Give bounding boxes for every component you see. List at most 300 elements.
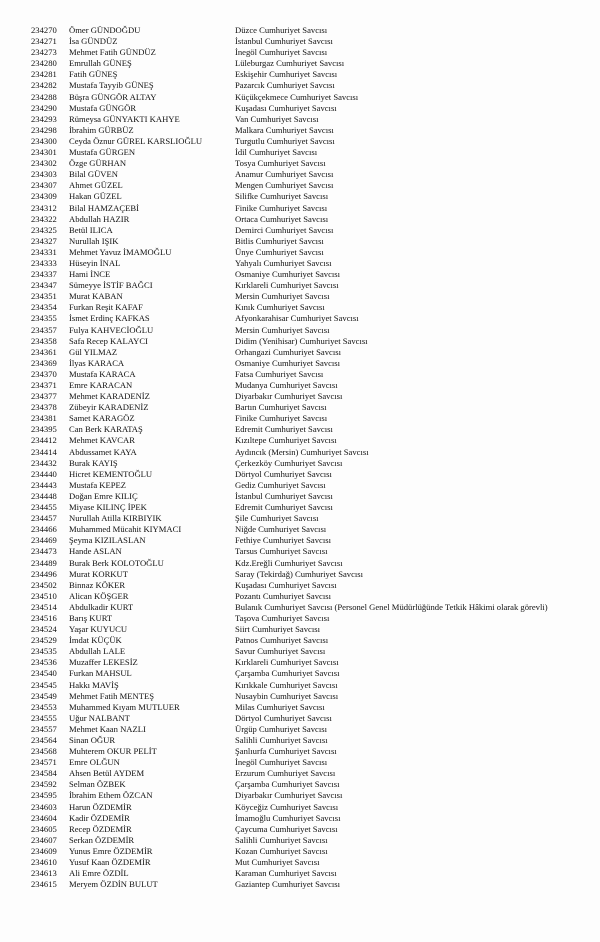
list-row [0,391,600,402]
entry-number: 234514 [31,601,57,612]
person-name: Ahsen Betül AYDEM [69,768,145,779]
person-name: Mustafa GÜNGÖR [69,102,137,113]
person-name: Bilal HAMZAÇEBİ [69,202,139,213]
entry-number: 234549 [31,690,57,701]
assigned-post: Eskişehir Cumhuriyet Savcısı [235,69,338,80]
entry-number: 234300 [31,135,57,146]
entry-number: 234524 [31,624,57,635]
list-row [0,247,600,258]
assigned-post: Van Cumhuriyet Savcısı [235,113,319,124]
person-name: Mehmet Fatih GÜNDÜZ [69,47,156,58]
assigned-post: Silifke Cumhuriyet Savcısı [235,191,329,202]
assigned-post: Kızıltepe Cumhuriyet Savcısı [235,435,337,446]
entry-number: 234613 [31,868,57,879]
person-name: Meryem ÖZDİN BULUT [69,879,158,890]
assigned-post: Edremit Cumhuriyet Savcısı [235,502,333,513]
assigned-post: İmamoğlu Cumhuriyet Savcısı [235,812,341,823]
entry-number: 234333 [31,257,57,268]
assigned-post: Diyarbakır Cumhuriyet Savcısı [235,391,343,402]
person-name: Harun ÖZDEMİR [69,801,132,812]
assigned-post: Küçükçekmece Cumhuriyet Savcısı [235,91,359,102]
assigned-post: Bitlis Cumhuriyet Savcısı [235,235,324,246]
assigned-post: Nusaybin Cumhuriyet Savcısı [235,690,339,701]
assigned-post: Tarsus Cumhuriyet Savcısı [235,546,328,557]
assigned-post: Kdz.Ereğli Cumhuriyet Savcısı [235,557,343,568]
entry-number: 234303 [31,169,57,180]
assigned-post: Çaycuma Cumhuriyet Savcısı [235,823,338,834]
entry-number: 234496 [31,568,57,579]
entry-number: 234555 [31,712,57,723]
list-row [0,191,600,202]
entry-number: 234288 [31,91,57,102]
entry-number: 234412 [31,435,57,446]
entry-number: 234378 [31,402,57,413]
entry-number: 234473 [31,546,57,557]
list-row [0,435,600,446]
assigned-post: Köyceğiz Cumhuriyet Savcısı [235,801,339,812]
entry-number: 234584 [31,768,57,779]
entry-number: 234347 [31,280,57,291]
assigned-post: İnegöl Cumhuriyet Savcısı [235,757,328,768]
entry-number: 234545 [31,679,57,690]
list-row [0,558,600,569]
person-name: Rümeysa GÜNYAKTI KAHYE [69,113,180,124]
entry-number: 234293 [31,113,57,124]
list-row [0,546,600,557]
entry-number: 234358 [31,335,57,346]
list-row [0,813,600,824]
person-name: Sinan OĞUR [69,735,116,745]
assigned-post: Çarşamba Cumhuriyet Savcısı [235,668,340,679]
entry-number: 234371 [31,380,57,390]
list-row [0,591,600,602]
assigned-post: Demirci Cumhuriyet Savcısı [235,224,334,235]
assigned-post: Salihli Cumhuriyet Savcısı [235,735,328,745]
assigned-post: Şile Cumhuriyet Savcısı [235,513,319,524]
entry-number: 234529 [31,635,57,646]
assigned-post: Erzurum Cumhuriyet Savcısı [235,768,336,779]
list-row [0,779,600,790]
person-name: Abdullah LALE [69,646,126,657]
list-row [0,369,600,380]
list-row [0,336,600,347]
assigned-post: Yahyalı Cumhuriyet Savcısı [235,257,332,268]
list-row [0,668,600,679]
person-name: Abdulkadir KURT [69,601,134,612]
assigned-post: Kınık Cumhuriyet Savcısı [235,302,325,313]
person-name: Hakan GÜZEL [69,191,122,202]
person-name: Fulya KAHVECİOĞLU [69,324,154,335]
entry-number: 234357 [31,324,57,335]
person-name: Hüseyin İNAL [69,257,121,268]
list-row [0,480,600,491]
assigned-post: Karaman Cumhuriyet Savcısı [235,868,337,879]
person-name: Ceyda Öznur GÜREL KARSLIOĞLU [69,135,203,146]
person-name: Mehmet KARADENİZ [69,391,150,402]
entry-number: 234270 [31,25,57,35]
assigned-post: Finike Cumhuriyet Savcısı [235,202,328,213]
person-name: Mustafa GÜRGEN [69,147,136,158]
person-name: İlyas KARACA [69,357,125,368]
list-row [0,602,600,613]
entry-number: 234280 [31,58,57,69]
list-row [0,768,600,779]
entry-number: 234557 [31,723,57,734]
assigned-post: Dörtyol Cumhuriyet Savcısı [235,712,332,723]
assigned-post: Afyonkarahisar Cumhuriyet Savcısı [235,313,359,324]
assigned-post: Gaziantep Cumhuriyet Savcısı [235,879,341,890]
entry-number: 234510 [31,590,57,601]
list-row [0,302,600,313]
assigned-post: Niğde Cumhuriyet Savcısı [235,524,327,535]
person-name: Doğan Emre KILIÇ [69,490,138,501]
person-name: Bilal GÜVEN [69,169,118,180]
assigned-post: Aydıncık (Mersin) Cumhuriyet Savcısı [235,446,369,457]
list-row [0,646,600,657]
entry-number: 234354 [31,302,57,313]
list-row [0,258,600,269]
assigned-post: Orhangazi Cumhuriyet Savcısı [235,346,341,357]
entry-number: 234448 [31,490,57,501]
assigned-post: Osmaniye Cumhuriyet Savcısı [235,357,341,368]
list-row [0,702,600,713]
person-name: Recep ÖZDEMİR [69,823,132,834]
list-row [0,879,600,890]
person-name: Uğur NALBANT [69,712,130,723]
entry-number: 234540 [31,668,57,679]
entry-number: 234273 [31,47,57,58]
person-name: Emrullah GÜNEŞ [69,58,132,69]
person-name: Samet KARAGÖZ [69,413,135,424]
list-row [0,535,600,546]
entry-number: 234414 [31,446,57,457]
person-name: Yaşar KUYUCU [69,624,128,635]
list-row [0,657,600,668]
person-name: Mustafa KEPEZ [69,479,127,490]
entry-number: 234281 [31,69,57,80]
assigned-post: Düzce Cumhuriyet Savcısı [235,25,328,35]
assigned-post: Diyarbakır Cumhuriyet Savcısı [235,790,343,801]
entry-number: 234592 [31,779,57,790]
list-row [0,790,600,801]
entry-number: 234516 [31,612,57,623]
assigned-post: Taşova Cumhuriyet Savcısı [235,612,330,623]
person-name: Muhammed Kıyam MUTLUER [69,701,180,712]
person-name: İsa GÜNDÜZ [69,36,118,47]
assigned-post: Turgutlu Cumhuriyet Savcısı [235,135,335,146]
person-name: Furkan Reşit KAFAF [69,302,143,313]
person-name: Mustafa Tayyib GÜNEŞ [69,80,154,91]
entry-number: 234609 [31,845,57,856]
entry-number: 234331 [31,246,57,257]
person-name: Ahmet GÜZEL [69,180,123,191]
person-name: Emre OLĞUN [69,757,120,768]
assigned-post: Milas Cumhuriyet Savcısı [235,701,325,712]
entry-number: 234502 [31,579,57,590]
list-row [0,380,600,391]
list-row [0,513,600,524]
list-row [0,136,600,147]
assigned-post: Saray (Tekirdağ) Cumhuriyet Savcısı [235,568,364,579]
assigned-post: Ünye Cumhuriyet Savcısı [235,246,324,257]
list-row [0,635,600,646]
person-name: Nurullah Atilla KIRBIYIK [69,513,162,524]
person-name: Mehmet Kaan NAZLI [69,723,146,734]
list-row [0,125,600,136]
person-name: Barış KURT [69,612,113,623]
assigned-post: İnegöl Cumhuriyet Savcısı [235,47,328,58]
list-row [0,80,600,91]
assigned-post: Kuşadası Cumhuriyet Savcısı [235,579,337,590]
person-name: Yusuf Kaan ÖZDEMİR [69,857,151,868]
person-name: Ömer GÜNDOĞDU [69,25,141,35]
entry-number: 234309 [31,191,57,202]
assigned-post: Fatsa Cumhuriyet Savcısı [235,368,324,379]
person-name: Can Berk KARATAŞ [69,424,143,435]
entry-number: 234301 [31,147,57,158]
person-name: Hami İNCE [69,269,111,280]
list-row [0,225,600,236]
list-row [0,103,600,114]
entry-number: 234325 [31,224,57,235]
assigned-post: Gediz Cumhuriyet Savcısı [235,479,326,490]
assigned-post: Mersin Cumhuriyet Savcısı [235,291,330,302]
person-name: Mehmet Fatih MENTEŞ [69,690,154,701]
person-name: Abdussamet KAYA [69,446,137,457]
assigned-post: Edremit Cumhuriyet Savcısı [235,424,333,435]
entry-number: 234457 [31,513,57,524]
list-row [0,325,600,336]
list-row [0,580,600,591]
entry-number: 234553 [31,701,57,712]
person-name: Selman ÖZBEK [69,779,126,790]
entry-number: 234322 [31,213,57,224]
person-name: Kadir ÖZDEMİR [69,812,130,823]
assigned-post: Tosya Cumhuriyet Savcısı [235,158,326,169]
entry-number: 234355 [31,313,57,324]
assigned-post: Kozan Cumhuriyet Savcısı [235,845,328,856]
person-name: Muhammed Mücahit KIYMACI [69,524,182,535]
person-name: İmdat KÜÇÜK [69,635,122,646]
list-row [0,613,600,624]
entry-number: 234489 [31,557,57,568]
list-row [0,824,600,835]
list-row [0,735,600,746]
assigned-post: Kırklareli Cumhuriyet Savcısı [235,280,339,291]
assigned-post: Kuşadası Cumhuriyet Savcısı [235,102,337,113]
assigned-post: Patnos Cumhuriyet Savcısı [235,635,329,646]
list-row [0,447,600,458]
person-name: Büşra GÜNGÖR ALTAY [69,91,157,102]
assigned-post: Finike Cumhuriyet Savcısı [235,413,328,424]
entry-number: 234351 [31,291,57,302]
entry-number: 234307 [31,180,57,191]
entry-number: 234564 [31,735,57,745]
list-row [0,458,600,469]
person-name: İsmet Erdinç KAFKAS [69,313,150,324]
list-row [0,291,600,302]
list-row [0,469,600,480]
entry-number: 234440 [31,468,57,479]
list-row [0,569,600,580]
list-row [0,413,600,424]
entry-number: 234536 [31,657,57,668]
list-row [0,280,600,291]
list-row [0,236,600,247]
list-row [0,724,600,735]
list-row [0,491,600,502]
person-name: İbrahim GÜRBÜZ [69,124,134,135]
assigned-post: Ürgüp Cumhuriyet Savcısı [235,723,327,734]
entry-number: 234290 [31,102,57,113]
assigned-post: Siirt Cumhuriyet Savcısı [235,624,320,635]
entry-number: 234595 [31,790,57,801]
list-row [0,691,600,702]
entry-number: 234604 [31,812,57,823]
entry-number: 234535 [31,646,57,657]
list-row [0,169,600,180]
entry-number: 234369 [31,357,57,368]
person-name: Furkan MAHSUL [69,668,132,679]
entry-number: 234432 [31,457,57,468]
assigned-post: Bulanık Cumhuriyet Savcısı (Personel Genel Müdürlüğünde Tetkik Hâkimi olarak görevli) [235,601,548,612]
entry-number: 234605 [31,823,57,834]
assigned-post: Bartın Cumhuriyet Savcısı [235,402,327,413]
list-row [0,680,600,691]
assigned-post: Fethiye Cumhuriyet Savcısı [235,535,331,546]
list-row [0,846,600,857]
list-row [0,114,600,125]
list-row [0,757,600,768]
assigned-post: Kırklareli Cumhuriyet Savcısı [235,657,339,668]
assigned-post: Kırıkkale Cumhuriyet Savcısı [235,679,338,690]
person-name: Nurullah IŞIK [69,235,119,246]
entry-number: 234298 [31,124,57,135]
list-row [0,524,600,535]
entry-number: 234443 [31,479,57,490]
person-name: Betül ILICA [69,224,113,235]
person-name: Burak Berk KOLOTOĞLU [69,557,164,568]
entry-number: 234282 [31,80,57,91]
entry-number: 234603 [31,801,57,812]
assigned-post: İstanbul Cumhuriyet Savcısı [235,36,333,47]
list-row [0,203,600,214]
assigned-post: Ortaca Cumhuriyet Savcısı [235,213,329,224]
assigned-post: Mengen Cumhuriyet Savcısı [235,180,334,191]
list-row [0,624,600,635]
entry-number: 234568 [31,746,57,757]
person-name: Safa Recep KALAYCI [69,335,148,346]
person-name: Ali Emre ÖZDİL [69,868,129,879]
person-name: Hakkı MAVİŞ [69,679,119,690]
person-name: Fatih GÜNEŞ [69,69,118,80]
person-name: Alican KÖŞGER [69,590,129,601]
assigned-post: Mudanya Cumhuriyet Savcısı [235,380,338,390]
list-row [0,358,600,369]
list-row [0,347,600,358]
entry-number: 234395 [31,424,57,435]
list-row [0,868,600,879]
assigned-post: Çarşamba Cumhuriyet Savcısı [235,779,340,790]
entry-number: 234337 [31,269,57,280]
list-row [0,269,600,280]
entry-number: 234615 [31,879,57,890]
person-name: Murat KORKUT [69,568,128,579]
entry-number: 234469 [31,535,57,546]
person-name: İbrahim Ethem ÖZCAN [69,790,153,801]
assigned-post: İdil Cumhuriyet Savcısı [235,147,318,158]
entry-number: 234610 [31,857,57,868]
list-row [0,802,600,813]
list-row [0,47,600,58]
appointment-list [0,25,600,890]
entry-number: 234361 [31,346,57,357]
list-row [0,180,600,191]
assigned-post: Mersin Cumhuriyet Savcısı [235,324,330,335]
assigned-post: Mut Cumhuriyet Savcısı [235,857,320,868]
list-row [0,313,600,324]
assigned-post: Salihli Cumhuriyet Savcısı [235,834,328,845]
list-row [0,857,600,868]
assigned-post: Çerkezköy Cumhuriyet Savcısı [235,457,343,468]
assigned-post: Savur Cumhuriyet Savcısı [235,646,326,657]
person-name: Hicret KEMENTOĞLU [69,468,153,479]
person-name: Özge GÜRHAN [69,158,127,169]
assigned-post: Didim (Yenihisar) Cumhuriyet Savcısı [235,335,368,346]
assigned-post: Malkara Cumhuriyet Savcısı [235,124,334,135]
list-row [0,214,600,225]
entry-number: 234455 [31,502,57,513]
person-name: Emre KARACAN [69,380,133,390]
list-row [0,25,600,36]
person-name: Muzaffer LEKESİZ [69,657,138,668]
entry-number: 234370 [31,368,57,379]
entry-number: 234312 [31,202,57,213]
person-name: Burak KAYIŞ [69,457,118,468]
person-name: Binnaz KÖKER [69,579,126,590]
assigned-post: Dörtyol Cumhuriyet Savcısı [235,468,332,479]
list-row [0,158,600,169]
person-name: Abdullah HAZIR [69,213,130,224]
person-name: Hande ASLAN [69,546,122,557]
list-row [0,92,600,103]
assigned-post: Anamur Cumhuriyet Savcısı [235,169,334,180]
assigned-post: Osmaniye Cumhuriyet Savcısı [235,269,341,280]
person-name: Gül YILMAZ [69,346,118,357]
entry-number: 234377 [31,391,57,402]
entry-number: 234381 [31,413,57,424]
person-name: Muhterem OKUR PELİT [69,746,157,757]
list-row [0,36,600,47]
person-name: Miyase KILINÇ İPEK [69,502,147,513]
assigned-post: Pozantı Cumhuriyet Savcısı [235,590,331,601]
list-row [0,835,600,846]
entry-number: 234327 [31,235,57,246]
person-name: Murat KABAN [69,291,123,302]
list-row [0,69,600,80]
assigned-post: İstanbul Cumhuriyet Savcısı [235,490,333,501]
entry-number: 234271 [31,36,57,47]
entry-number: 234466 [31,524,57,535]
list-row [0,713,600,724]
person-name: Serkan ÖZDEMİR [69,834,135,845]
person-name: Yunus Emre ÖZDEMİR [69,845,153,856]
list-row [0,147,600,158]
assigned-post: Pazarcık Cumhuriyet Savcısı [235,80,335,91]
person-name: Sümeyye İSTİF BAĞCI [69,280,153,291]
list-row [0,424,600,435]
person-name: Mehmet Yavuz İMAMOĞLU [69,246,172,257]
